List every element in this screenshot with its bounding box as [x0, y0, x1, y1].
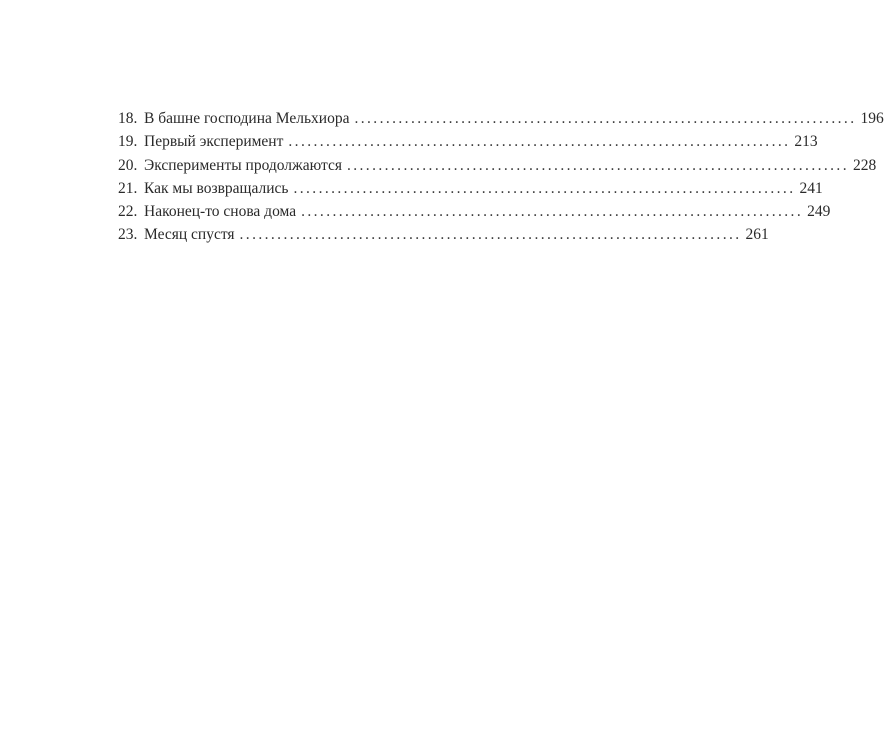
entry-number: 18.: [118, 110, 138, 127]
toc-entry: [118, 200, 831, 223]
table-of-contents: [118, 107, 884, 247]
entry-number: 19.: [118, 133, 138, 151]
toc-entry: [118, 177, 823, 200]
dot-leader: ................................................................................: [239, 226, 742, 244]
entry-page-number: 241: [799, 179, 823, 197]
entry-page-number: 261: [745, 226, 769, 244]
entry-page-number: 196: [860, 110, 884, 127]
entry-title: В башне господина Мельхиора: [144, 110, 350, 127]
entry-page-number: 228: [852, 156, 877, 174]
entry-title: Месяц спустя: [144, 226, 235, 244]
dot-leader: ................................................................................: [346, 156, 849, 174]
dot-leader: ................................................................................: [301, 203, 804, 221]
toc-entry: [118, 107, 884, 130]
dot-leader: ................................................................................: [354, 110, 857, 127]
entry-number: 22.: [118, 203, 138, 221]
entry-page-number: 213: [794, 133, 818, 151]
entry-number: 21.: [118, 179, 138, 197]
entry-title: Наконец-то снова дома: [144, 203, 297, 221]
entry-page-number: 249: [807, 203, 831, 221]
toc-entry: [118, 154, 877, 177]
entry-number: 20.: [118, 156, 138, 174]
toc-entry: [118, 223, 769, 246]
entry-title: Первый эксперимент: [144, 133, 284, 151]
entry-title: Как мы возвращались: [144, 179, 289, 197]
dot-leader: ................................................................................: [288, 133, 791, 151]
entry-number: 23.: [118, 226, 138, 244]
entry-title: Эксперименты продолжаются: [144, 156, 342, 174]
dot-leader: ................................................................................: [293, 179, 796, 197]
toc-entry: [118, 130, 818, 153]
